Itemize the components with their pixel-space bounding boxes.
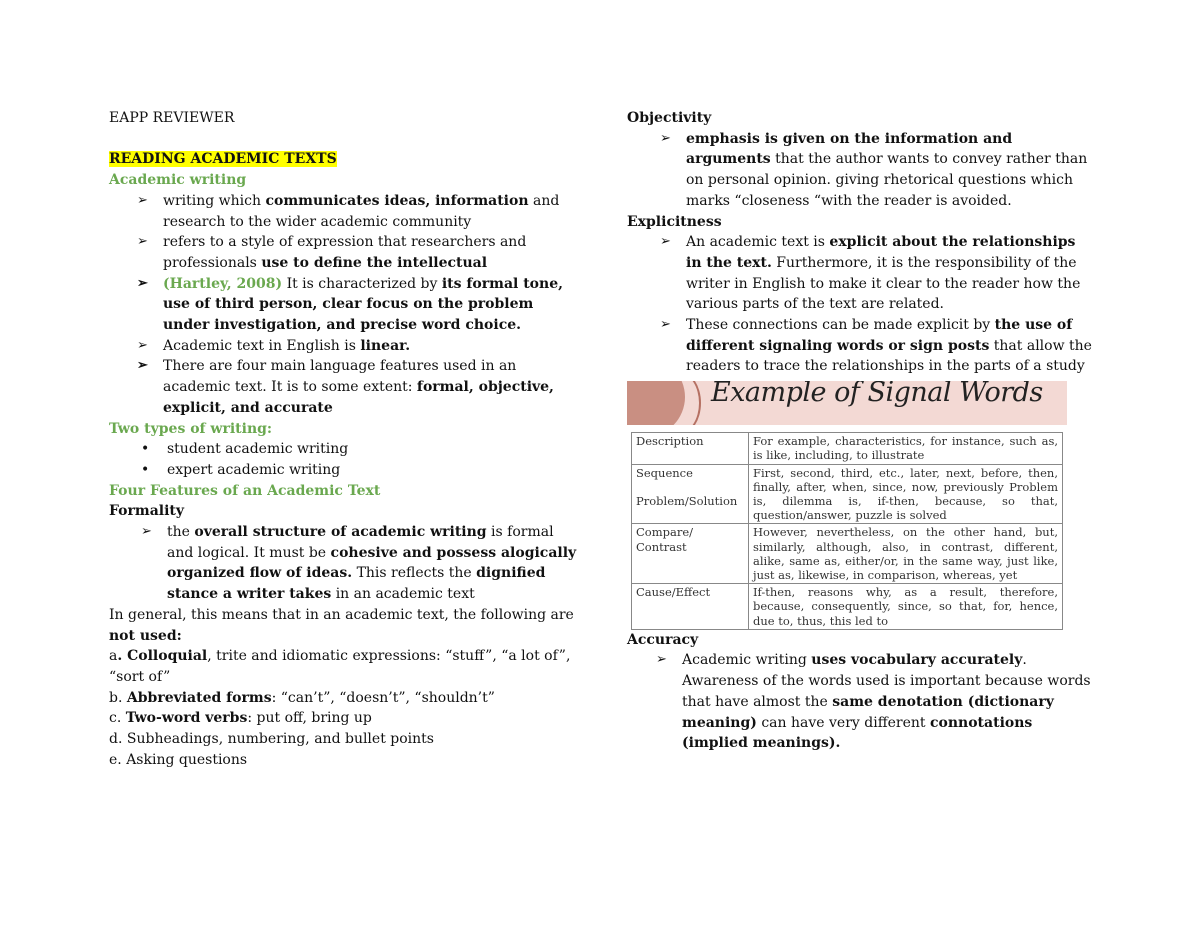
bullet-dot-icon: • — [141, 441, 150, 458]
not-used-item-c: c. Two-word verbs: put off, bring up — [109, 710, 372, 727]
two-types-heading: Two types of writing: — [109, 420, 273, 437]
academic-writing-list — [109, 191, 579, 419]
four-features-heading: Four Features of an Academic Text — [109, 482, 381, 499]
table-cell-category: Cause/Effect — [632, 584, 749, 630]
table-cell-words: For example, characteristics, for instance, such as, is like, including, to illustrate — [749, 433, 1063, 464]
accuracy-list — [627, 650, 1092, 754]
signal-words-figure — [627, 381, 1067, 630]
arrow-bullet-icon: ➢ — [137, 192, 148, 208]
arrow-bullet-icon: ➢ — [660, 317, 671, 333]
arrow-bullet-icon: ➢ — [660, 234, 671, 250]
arrow-bullet-icon: ➢ — [656, 652, 667, 668]
arrow-bullet-icon: ➢ — [141, 524, 152, 540]
list-item: ➢ refers to a style of expression that researchers and professionals use to define the intellectual — [137, 234, 527, 271]
formality-heading: Formality — [109, 503, 185, 520]
right-column — [627, 108, 1092, 754]
table-cell-words: However, nevertheless, on the other hand, but, similarly, although, also, in contrast, different, alike, same as, either/or, in the same way, just like, just as, likewise, in comparison, whereas, yet — [749, 524, 1063, 584]
citation: (Hartley, 2008) — [163, 275, 283, 292]
table-cell-category: Sequence Problem/Solution — [632, 464, 749, 524]
signal-words-table — [631, 432, 1063, 630]
list-item: ➢ writing which communicates ideas, information and research to the wider academic community — [137, 192, 560, 230]
table-row — [632, 524, 1063, 584]
accuracy-heading: Accuracy — [627, 631, 699, 648]
list-item: ➢ Academic text in English is linear. — [109, 336, 579, 357]
not-used-item-d: d. Subheadings, numbering, and bullet points — [109, 731, 434, 748]
arrow-bullet-icon: ➢ — [660, 130, 671, 146]
decorative-arc-icon — [657, 381, 701, 425]
not-used-item-a: a. Colloquial, trite and idiomatic expressions: “stuff”, “a lot of”, “sort of” — [109, 648, 571, 685]
list-item: ➢ There are four main language features used in an academic text. It is to some extent: formal, objective, explicit, and accurate — [137, 358, 554, 416]
table-row — [632, 433, 1063, 464]
list-item: ➢ Academic writing uses vocabulary accurately. Awareness of the words used is important because words that have almost the same denotation (dictionary meaning) can have very different connotations (implied meanings). — [656, 652, 1091, 752]
list-item: • expert academic writing — [109, 460, 579, 481]
not-used-item-e: e. Asking questions — [109, 751, 248, 768]
table-cell-category: Compare/ Contrast — [632, 524, 749, 584]
arrow-bullet-icon: ➢ — [137, 358, 148, 374]
academic-writing-heading: Academic writing — [109, 172, 247, 189]
list-item: ➢ (Hartley, 2008) It is characterized by its formal tone, use of third person, clear focus on the problem under investigation, and precise word choice. — [137, 275, 563, 334]
list-item: ➢ emphasis is given on the information and arguments that the author wants to convey rather than on personal opinion. giving rhetorical questions which marks “closeness “with the reader is avoided. — [660, 130, 1088, 209]
list-item: ➢ the overall structure of academic writing is formal and logical. It must be cohesive and possess alogically organized flow of ideas. This reflects the dignified stance a writer takes in an academic text — [141, 524, 577, 603]
arrow-bullet-icon: ➢ — [137, 275, 148, 291]
table-cell-words: If-then, reasons why, as a result, therefore, because, consequently, since, so that, for, hence, due to, thus, this led to — [749, 584, 1063, 630]
table-row — [632, 464, 1063, 524]
two-types-list — [109, 439, 579, 480]
explicitness-list — [627, 232, 1092, 377]
document-title: EAPP REVIEWER — [109, 110, 235, 126]
explicitness-heading: Explicitness — [627, 213, 722, 230]
signal-words-banner — [627, 381, 1067, 425]
arrow-bullet-icon: ➢ — [137, 337, 148, 353]
arrow-bullet-icon: ➢ — [137, 234, 148, 250]
objectivity-list — [627, 129, 1092, 212]
bullet-dot-icon: • — [141, 461, 150, 478]
list-item: ➢ These connections can be made explicit by the use of different signaling words or sign posts that allow the readers to trace the relationships in the parts of a study — [660, 317, 1092, 375]
section-heading: READING ACADEMIC TEXTS — [109, 151, 337, 168]
objectivity-heading: Objectivity — [627, 110, 712, 126]
list-item: • student academic writing — [109, 439, 579, 460]
signal-words-title: Example of Signal Words — [711, 381, 1043, 409]
general-note: In general, this means that in an academic text, the following are not used: — [109, 606, 574, 644]
table-row — [632, 584, 1063, 630]
list-item: ➢ An academic text is explicit about the relationships in the text. Furthermore, it is the responsibility of the writer in English to make it clear to the reader how the various parts of the text are related. — [660, 234, 1081, 313]
left-column — [109, 108, 579, 770]
table-cell-words: First, second, third, etc., later, next, before, then, finally, after, when, since, now, previously Problem is, dilemma is, if-then, because, so that, question/answer, puzzle is solved — [749, 464, 1063, 524]
table-cell-category: Description — [632, 433, 749, 464]
not-used-item-b: b. Abbreviated forms: “can’t”, “doesn’t”, “shouldn’t” — [109, 689, 495, 706]
formality-list — [109, 522, 579, 605]
